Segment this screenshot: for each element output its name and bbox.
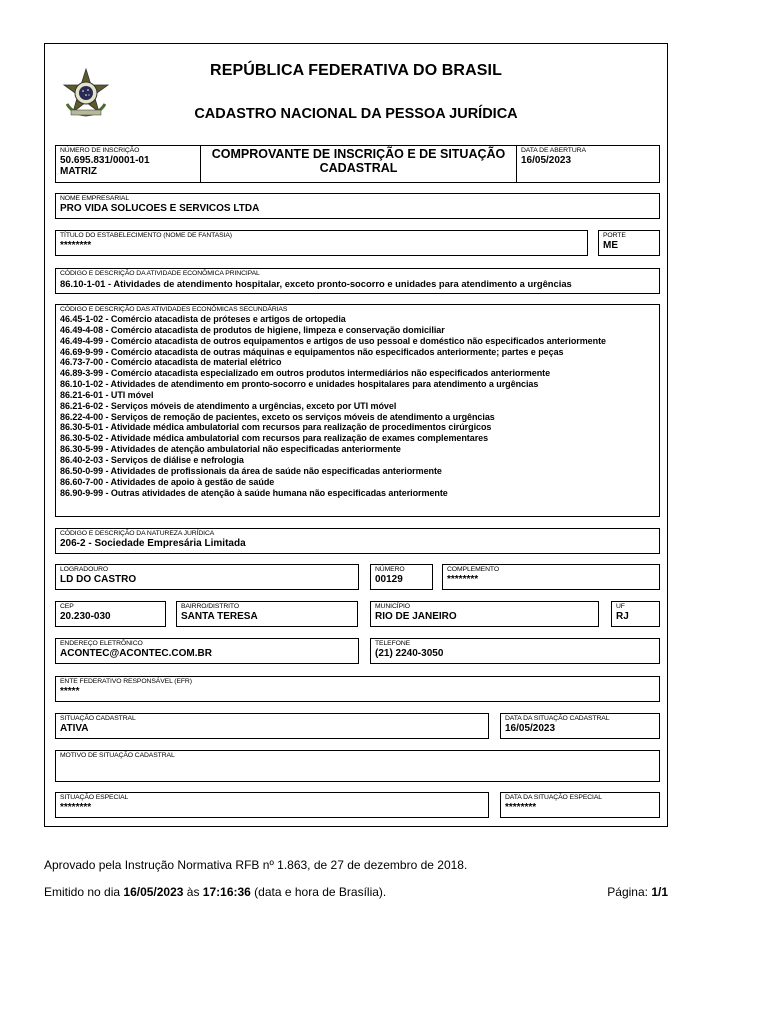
inscricao-label: NÚMERO DE INSCRIÇÃO bbox=[60, 147, 140, 154]
cep-value: 20.230-030 bbox=[60, 611, 111, 622]
telefone-field bbox=[370, 638, 660, 664]
list-item: 46.89-3-99 - Comércio atacadista especializado em outros produtos intermediários não especificados anteriormente bbox=[60, 368, 551, 379]
data-situacao-label: DATA DA SITUAÇÃO CADASTRAL bbox=[505, 715, 610, 722]
cep-field bbox=[55, 601, 166, 627]
atividade-principal-value: 86.10-1-01 - Atividades de atendimento hospitalar, exceto pronto-socorro e unidades para atendimento a urgências bbox=[60, 278, 572, 289]
bairro-label: BAIRRO/DISTRITO bbox=[181, 603, 240, 610]
porte-field bbox=[598, 230, 660, 256]
natureza-juridica-value: 206-2 - Sociedade Empresária Limitada bbox=[60, 538, 246, 549]
atividades-secundarias-field bbox=[55, 304, 660, 517]
complemento-label: COMPLEMENTO bbox=[447, 566, 500, 573]
bairro-field bbox=[176, 601, 358, 627]
list-item: 86.10-1-02 - Atividades de atendimento em pronto-socorro e unidades hospitalares para atendimento a urgências bbox=[60, 379, 539, 390]
uf-field bbox=[611, 601, 660, 627]
nome-empresarial-value: PRO VIDA SOLUCOES E SERVICOS LTDA bbox=[60, 203, 260, 214]
approval-note: Aprovado pela Instrução Normativa RFB nº 1.863, de 27 de dezembro de 2018. bbox=[44, 858, 468, 872]
data-situacao-field bbox=[500, 713, 660, 739]
emission-note bbox=[44, 885, 386, 899]
emission-mid: às bbox=[183, 885, 203, 899]
motivo-field bbox=[55, 750, 660, 782]
list-item: 46.69-9-99 - Comércio atacadista de outras máquinas e equipamentos não especificados anteriormente; partes e peças bbox=[60, 346, 564, 357]
inscricao-number: 50.695.831/0001-01 bbox=[60, 155, 150, 166]
emission-suffix: (data e hora de Brasília). bbox=[250, 885, 387, 899]
situacao-value: ATIVA bbox=[60, 723, 89, 734]
list-item: 86.21-6-02 - Serviços móveis de atendimento a urgências, exceto por UTI móvel bbox=[60, 400, 397, 411]
telefone-value: (21) 2240-3050 bbox=[375, 648, 444, 659]
abertura-field bbox=[516, 145, 660, 183]
logradouro-field bbox=[55, 564, 359, 590]
complemento-field bbox=[442, 564, 660, 590]
list-item: 86.30-5-01 - Atividade médica ambulatorial com recursos para realização de procedimentos cirúrgicos bbox=[60, 422, 492, 433]
porte-label: PORTE bbox=[603, 232, 626, 239]
logradouro-value: LD DO CASTRO bbox=[60, 574, 137, 585]
cep-label: CEP bbox=[60, 603, 74, 610]
situacao-field bbox=[55, 713, 489, 739]
atividades-secundarias-label: CÓDIGO E DESCRIÇÃO DAS ATIVIDADES ECONÔMICAS SECUNDÁRIAS bbox=[60, 306, 288, 313]
list-item: 86.30-5-99 - Atividades de atenção ambulatorial não especificadas anteriormente bbox=[60, 444, 401, 455]
abertura-value: 16/05/2023 bbox=[521, 155, 572, 166]
complemento-value: ******** bbox=[447, 574, 479, 585]
abertura-label: DATA DE ABERTURA bbox=[521, 147, 586, 154]
fantasia-label: TÍTULO DO ESTABELECIMENTO (NOME DE FANTASIA) bbox=[60, 232, 232, 239]
municipio-value: RIO DE JANEIRO bbox=[375, 611, 457, 622]
list-item: 86.60-7-00 - Atividades de apoio à gestão de saúde bbox=[60, 476, 275, 487]
nome-empresarial-field bbox=[55, 193, 660, 219]
telefone-label: TELEFONE bbox=[375, 640, 411, 647]
situacao-especial-label: SITUAÇÃO ESPECIAL bbox=[60, 794, 129, 801]
efr-value: ***** bbox=[60, 686, 80, 697]
page-prefix: Página: bbox=[607, 885, 652, 899]
data-situacao-especial-value: ******** bbox=[505, 802, 537, 813]
inscricao-type: MATRIZ bbox=[60, 166, 98, 177]
atividade-principal-label: CÓDIGO E DESCRIÇÃO DA ATIVIDADE ECONÔMICA PRINCIPAL bbox=[60, 270, 260, 277]
atividades-secundarias-list bbox=[60, 314, 655, 498]
page-number bbox=[607, 885, 668, 899]
emission-date: 16/05/2023 bbox=[123, 885, 184, 899]
comprovante-title-line1: COMPROVANTE DE INSCRIÇÃO E DE SITUAÇÃO bbox=[211, 147, 506, 161]
list-item: 46.73-7-00 - Comércio atacadista de material elétrico bbox=[60, 357, 282, 368]
data-situacao-value: 16/05/2023 bbox=[505, 723, 556, 734]
fantasia-value: ******** bbox=[60, 240, 92, 251]
list-item: 46.49-4-08 - Comércio atacadista de produtos de higiene, limpeza e conservação domiciliar bbox=[60, 324, 445, 335]
uf-label: UF bbox=[616, 603, 625, 610]
list-item: 46.45-1-02 - Comércio atacadista de próteses e artigos de ortopedia bbox=[60, 314, 346, 324]
email-value: ACONTEC@ACONTEC.COM.BR bbox=[60, 648, 212, 659]
list-item: 86.22-4-00 - Serviços de remoção de pacientes, exceto os serviços móveis de atendimento a urgências bbox=[60, 411, 495, 422]
republic-title: REPÚBLICA FEDERATIVA DO BRASIL bbox=[210, 62, 502, 79]
situacao-label: SITUAÇÃO CADASTRAL bbox=[60, 715, 136, 722]
list-item: 86.90-9-99 - Outras atividades de atenção à saúde humana não especificadas anteriormente bbox=[60, 487, 448, 498]
emission-time: 17:16:36 bbox=[202, 885, 251, 899]
fantasia-field bbox=[55, 230, 588, 256]
numero-label: NÚMERO bbox=[375, 566, 405, 573]
list-item: 86.21-6-01 - UTI móvel bbox=[60, 389, 154, 400]
numero-value: 00129 bbox=[375, 574, 403, 585]
comprovante-title-line2: CADASTRAL bbox=[319, 161, 398, 175]
inscricao-field bbox=[55, 145, 201, 183]
logradouro-label: LOGRADOURO bbox=[60, 566, 109, 573]
data-situacao-especial-label: DATA DA SITUAÇÃO ESPECIAL bbox=[505, 794, 602, 801]
emission-prefix: Emitido no dia bbox=[44, 885, 124, 899]
uf-value: RJ bbox=[616, 611, 629, 622]
bairro-value: SANTA TERESA bbox=[181, 611, 258, 622]
list-item: 86.50-0-99 - Atividades de profissionais da área de saúde não especificadas anteriormente bbox=[60, 465, 442, 476]
motivo-label: MOTIVO DE SITUAÇÃO CADASTRAL bbox=[60, 752, 175, 759]
list-item: 86.40-2-03 - Serviços de diálise e nefrologia bbox=[60, 454, 244, 465]
atividade-principal-field bbox=[55, 268, 660, 294]
email-label: ENDEREÇO ELETRÔNICO bbox=[60, 640, 143, 647]
cnpj-document bbox=[44, 43, 668, 827]
efr-label: ENTE FEDERATIVO RESPONSÁVEL (EFR) bbox=[60, 678, 192, 685]
registry-title: CADASTRO NACIONAL DA PESSOA JURÍDICA bbox=[194, 106, 518, 122]
municipio-field bbox=[370, 601, 599, 627]
situacao-especial-value: ******** bbox=[60, 802, 92, 813]
situacao-especial-field bbox=[55, 792, 489, 818]
natureza-juridica-field bbox=[55, 528, 660, 554]
natureza-juridica-label: CÓDIGO E DESCRIÇÃO DA NATUREZA JURÍDICA bbox=[60, 530, 215, 537]
list-item: 46.49-4-99 - Comércio atacadista de outros equipamentos e artigos de uso pessoal e doméstico não especificados anteriormente bbox=[60, 335, 606, 346]
page-value: 1/1 bbox=[651, 885, 668, 899]
comprovante-title bbox=[200, 145, 517, 183]
email-field bbox=[55, 638, 359, 664]
data-situacao-especial-field bbox=[500, 792, 660, 818]
numero-field bbox=[370, 564, 433, 590]
list-item: 86.30-5-02 - Atividade médica ambulatorial com recursos para realização de exames complementares bbox=[60, 433, 489, 444]
municipio-label: MUNICÍPIO bbox=[375, 603, 410, 610]
nome-empresarial-label: NOME EMPRESARIAL bbox=[60, 195, 130, 202]
porte-value: ME bbox=[603, 240, 618, 251]
efr-field bbox=[55, 676, 660, 702]
